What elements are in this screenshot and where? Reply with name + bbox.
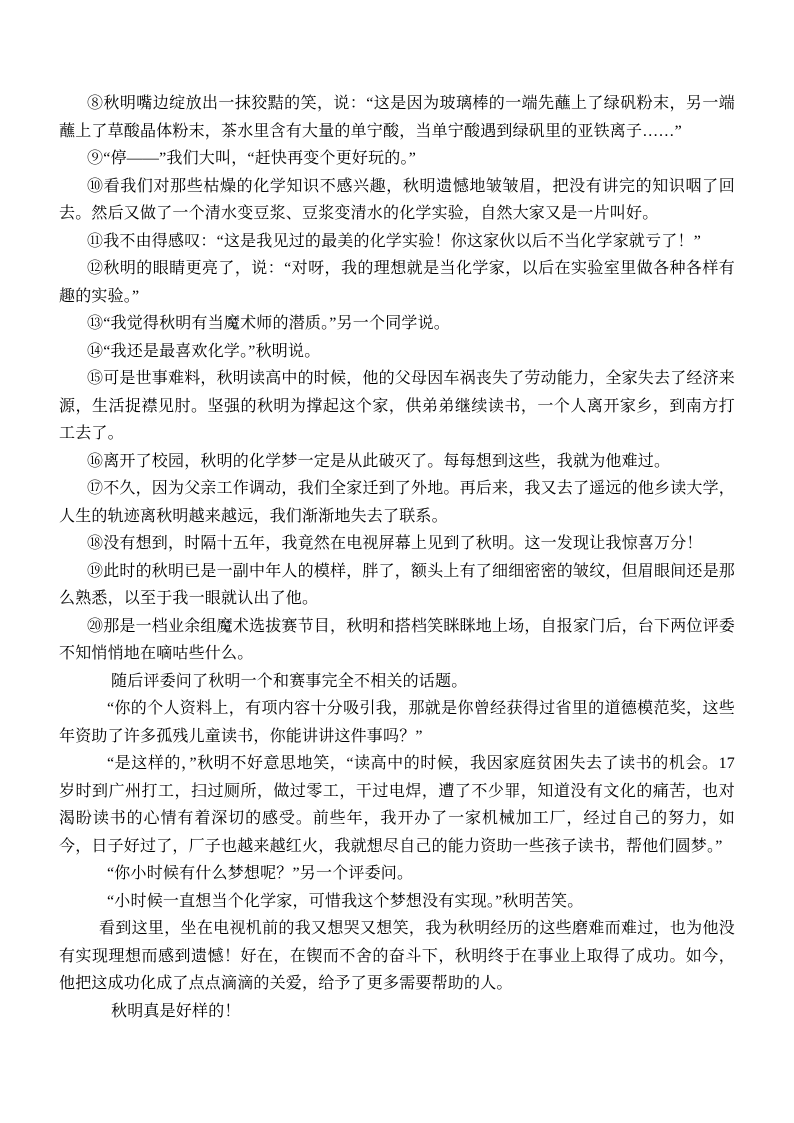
paragraph-dialogue-4: “小时候一直想当个化学家，可惜我这个梦想没有实现。”秋明苦笑。 bbox=[107, 892, 584, 910]
paragraph-9: ⑨“停——”我们大叫，“赶快再变个更好玩的。” bbox=[87, 150, 417, 167]
paragraph-narration-1: 随后评委问了秋明一个和赛事完全不相关的话题。 bbox=[111, 672, 468, 690]
paragraph-11: ⑪我不由得感叹：“这是我见过的最美的化学实验！你这家伙以后不当化学家就亏了！” bbox=[87, 232, 702, 250]
paragraph-13: ⑬“我觉得秋明有当魔术师的潜质。”另一个同学说。 bbox=[87, 315, 451, 332]
paragraph-15: ⑮可是世事难料，秋明读高中的时候，他的父母因车祸丧失了劳动能力，全家失去了经济来源，生活捉襟见肘。坚强的秋明为撑起这个家，供弟弟继续读书，一个人离开家乡，到南方打工去了。 bbox=[59, 370, 736, 442]
paragraph-dialogue-2: “是这样的，”秋明不好意思地笑，“读高中的时候，我因家庭贫困失去了读书的机会。17岁时到广州打工，扫过厕所，做过零工，干过电焊，遭了不少罪，知道没有文化的痛苦，也对渴盼读书的心情有着深切的感受。前些年，我开办了一家机械加工厂，经过自己的努力，如今，日子好过了，厂子也越来越红火，我就想尽自己的能力资助一些孩子读书，帮他们圆梦。” bbox=[59, 755, 735, 855]
paragraph-14: ⑭“我还是最喜欢化学。”秋明说。 bbox=[87, 342, 321, 360]
paragraph-8: ⑧秋明嘴边绽放出一抹狡黠的笑，说：“这是因为玻璃棒的一端先蘸上了绿矾粉末，另一端蘸上了草酸晶体粉末，茶水里含有大量的单宁酸，当单宁酸遇到绿矾里的亚铁离子……” bbox=[59, 95, 735, 140]
paragraph-20: ⑳那是一档业余组魔术选拔赛节目，秋明和搭档笑眯眯地上场，自报家门后，台下两位评委不知悄悄地在嘀咕些什么。 bbox=[59, 617, 736, 662]
paragraph-18: ⑱没有想到，时隔十五年，我竟然在电视屏幕上见到了秋明。这一发现让我惊喜万分！ bbox=[87, 535, 703, 552]
paragraph-dialogue-3: “你小时候有什么梦想呢？”另一个评委问。 bbox=[107, 865, 414, 882]
paragraph-dialogue-1: “你的个人资料上，有项内容十分吸引我，那就是你曾经获得过省里的道德模范奖，这些年资助了许多孤残儿童读书，你能讲讲这件事吗？” bbox=[59, 700, 735, 745]
paragraph-19: ⑲此时的秋明已是一副中年人的模样，胖了，额头上有了细细密密的皱纹，但眉眼间还是那么熟悉，以至于我一眼就认出了他。 bbox=[59, 562, 736, 607]
paragraph-narration-2: 看到这里，坐在电视机前的我又想哭又想笑，我为秋明经历的这些磨难而难过，也为他没有实现理想而感到遗憾！好在，在锲而不舍的奋斗下，秋明终于在事业上取得了成功。如今，他把这成功化成了点点滴滴的关爱，给予了更多需要帮助的人。 bbox=[59, 920, 735, 992]
paragraph-closing-line: 秋明真是好样的！ bbox=[111, 1002, 241, 1020]
paragraph-16: ⑯离开了校园，秋明的化学梦一定是从此破灭了。每每想到这些，我就为他难过。 bbox=[87, 452, 671, 470]
paragraph-12: ⑫秋明的眼睛更亮了，说：“对呀，我的理想就是当化学家，以后在实验室里做各种各样有趣的实验。” bbox=[59, 260, 735, 305]
document-body bbox=[59, 90, 735, 1025]
paragraph-17: ⑰不久，因为父亲工作调动，我们全家迁到了外地。再后来，我又去了遥远的他乡读大学，人生的轨迹离秋明越来越远，我们渐渐地失去了联系。 bbox=[59, 480, 736, 525]
paragraph-10: ⑩看我们对那些枯燥的化学知识不感兴趣，秋明遗憾地皱皱眉，把没有讲完的知识咽了回去。然后又做了一个清水变豆浆、豆浆变清水的化学实验，自然大家又是一片叫好。 bbox=[59, 177, 735, 222]
